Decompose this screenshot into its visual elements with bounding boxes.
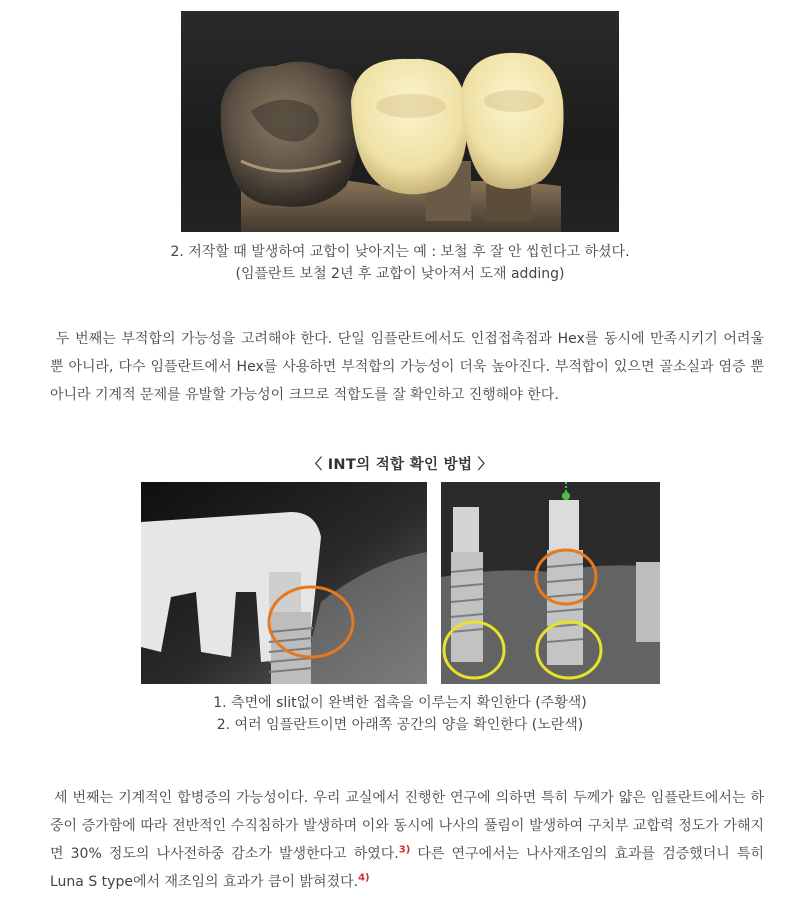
paragraph2-text bbox=[50, 784, 764, 896]
figure2-caption-line1: 1. 측면에 slit없이 완벽한 접촉을 이루는지 확인한다 (주황색) bbox=[213, 695, 587, 711]
xray-left-illustration bbox=[141, 482, 427, 684]
paragraph2-text-a: 세 번째는 기계적인 합병증의 가능성이다. 우리 교실에서 진행한 연구에 의하면 특히 두께가 얇은 임플란트에서는 하중이 증가함에 따라 전반적인 수직침하가 발생하며 이와 동시에 나사의 풀림이 발생하여 구치부 교합력 정도가 가해지면 30% 정도의 나사전하중 감소가 발생한다고 하였다. bbox=[50, 790, 764, 862]
xray-left bbox=[141, 482, 427, 684]
paragraph1-text: 두 번째는 부적합의 가능성을 고려해야 한다. 단일 임플란트에서도 인접접촉점과 Hex를 동시에 만족시키기 어려울 뿐 아니라, 다수 임플란트에서 Hex를 사용하면 부적합의 가능성이 더욱 높아진다. 부적합이 있으면 골소실과 염증 뿐 아니라 기계적 문제를 유발할 가능성이 크므로 적합도를 잘 확인하고 진행해야 한다. bbox=[50, 331, 764, 403]
reference-4[interactable]: 4) bbox=[358, 872, 370, 884]
figure1-caption-line2: (임플란트 보철 2년 후 교합이 낮아져서 도재 adding) bbox=[235, 266, 565, 282]
figure2-caption-line2: 2. 여러 임플란트이면 아래쪽 공간의 양을 확인한다 (노란색) bbox=[216, 717, 584, 733]
paragraph-fit-concern bbox=[50, 325, 764, 409]
dental-bridge-illustration bbox=[181, 11, 619, 232]
xray-right bbox=[441, 482, 660, 684]
xray-right-illustration bbox=[441, 482, 660, 684]
green-marker bbox=[562, 492, 570, 500]
dental-bridge-photo bbox=[181, 11, 619, 232]
paragraph-mechanical-complications bbox=[50, 784, 764, 896]
figure1-caption-line1: 2. 저작할 때 발생하여 교합이 낮아지는 예 : 보철 후 잘 안 씹힌다고 하셨다. bbox=[170, 244, 630, 260]
paragraph2-text-b: 다른 연구에서는 나사재조임의 효과를 검증했더니 특히 Luna S type에서 재조임의 효과가 큼이 밝혀졌다. bbox=[50, 846, 764, 890]
reference-3[interactable]: 3) bbox=[398, 844, 411, 856]
section-title: 〈 INT의 적합 확인 방법 〉 bbox=[307, 457, 493, 473]
